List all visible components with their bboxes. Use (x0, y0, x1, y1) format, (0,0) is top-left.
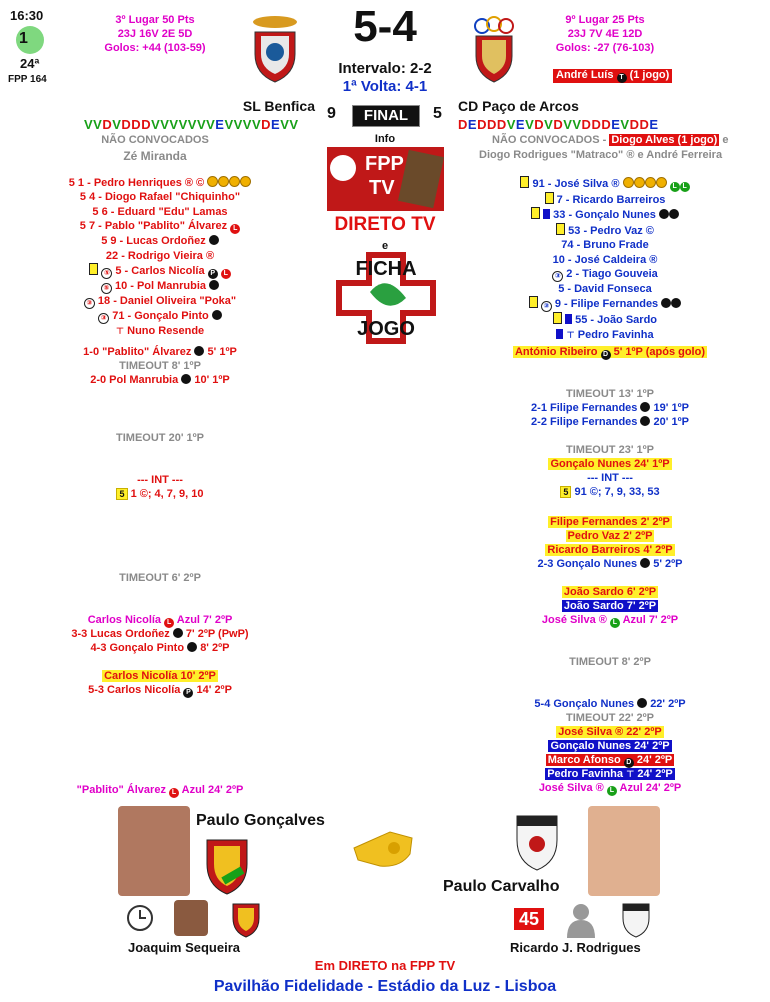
streak-result: E (467, 117, 478, 132)
home-event: 3-3 Lucas Ordoñez 7' 2ºP (PwP) (71, 628, 249, 640)
fpp-tv-link[interactable] (327, 147, 444, 211)
streak-result: D (553, 117, 564, 132)
streak-result: V (206, 117, 216, 132)
first-leg-score: 1ª Volta: 4-1 (342, 78, 428, 95)
streak-result: D (601, 117, 612, 132)
streak-result: V (280, 117, 290, 132)
list-item: 91 - José Silva ® L L (490, 176, 720, 192)
venue-footer: Pavilhão Fidelidade - Estádio da Luz - Lisboa (213, 978, 557, 995)
streak-result: V (544, 117, 554, 132)
halftime-score: Intervalo: 2-2 (338, 60, 432, 77)
list-item: 5 - David Fonseca (558, 283, 652, 296)
streak-result: D (477, 117, 487, 132)
away-suspended-note: (1 jogo) (629, 69, 670, 81)
away-streak (458, 117, 659, 132)
and-label: e (381, 240, 389, 252)
home-roster (40, 176, 280, 338)
list-item: 53 - Pedro Vaz © (490, 223, 720, 238)
streak-result: V (112, 117, 122, 132)
match-sheet-link[interactable] (336, 252, 436, 344)
list-item: 74 - Bruno Frade (561, 239, 649, 252)
rank: 24ª (20, 56, 40, 71)
clock-icon (126, 904, 154, 932)
away-not-called-rest: Diogo Rodrigues "Matraco" ® e André Ferreira (479, 149, 723, 161)
away-event: José Silva ® L Azul 24' 2ºP (538, 782, 682, 794)
list-item: 5 1 - Pedro Henriques ® © (40, 176, 280, 190)
home-goals: Golos: +44 (103-59) (104, 42, 206, 54)
match-sheet-line2: JOGO (357, 318, 415, 340)
streak-result: D (121, 117, 132, 132)
away-coach-name: Paulo Carvalho (443, 878, 560, 895)
home-event: 2-0 Pol Manrubia 10' 1ºP (90, 374, 230, 386)
streak-result: V (84, 117, 94, 132)
away-event: Pedro Vaz 2' 2ºP (567, 530, 653, 542)
list-item: ③ 9 - Filipe Fernandes (490, 296, 720, 312)
list-item: 5 7 - Pablo "Pablito" Álvarez L (40, 219, 280, 234)
home-event: "Pablito" Álvarez L Azul 24' 2ºP (76, 784, 244, 796)
home-record: 23J 16V 2E 5D (117, 28, 193, 40)
streak-result: V (572, 117, 582, 132)
streak-result: D (141, 117, 152, 132)
tv-image-icon (398, 150, 444, 208)
away-goals: Golos: -27 (76-103) (555, 42, 655, 54)
fpp-tv-logo-line1: FPP (365, 153, 404, 175)
shirt-number-badge: 45 (514, 908, 544, 930)
streak-result: E (515, 117, 526, 132)
streak-result: D (131, 117, 142, 132)
away-staff-crest-icon (620, 900, 652, 938)
home-event: TIMEOUT 6' 2ºP (119, 572, 201, 584)
away-event: Marco Afonso D 24' 2ºP (547, 754, 673, 766)
streak-result: D (629, 117, 640, 132)
away-event: Ricardo Barreiros 4' 2ºP (547, 544, 673, 556)
home-event: Carlos Nicolía 10' 2ºP (104, 670, 216, 682)
away-event: Gonçalo Nunes 24' 1ºP (550, 458, 670, 470)
streak-result: V (620, 117, 630, 132)
away-event: 2-3 Gonçalo Nunes 5' 2ºP (537, 558, 683, 570)
home-event: Carlos Nicolía L Azul 7' 2ºP (87, 614, 233, 626)
away-not-called (492, 134, 728, 146)
streak-result: V (178, 117, 188, 132)
away-assoc-crest-icon (512, 808, 562, 872)
fpp-tv-logo-icon (330, 155, 356, 181)
away-event: José Silva ® L Azul 7' 2ºP (541, 614, 679, 626)
away-event: 2-2 Filipe Fernandes 20' 1ºP (531, 416, 689, 428)
direct-tv-link[interactable]: DIRETO TV (334, 214, 436, 235)
away-event: Gonçalo Nunes 24' 2ºP (550, 740, 670, 752)
streak-result: D (639, 117, 650, 132)
list-item: 55 - João Sardo (490, 312, 720, 327)
home-team-name: SL Benfica (242, 98, 315, 114)
away-event: 5 91 ©; 7, 9, 33, 53 (490, 486, 730, 498)
list-item: 5 6 - Eduard "Edu" Lamas (92, 205, 228, 218)
live-footer: Em DIRETO na FPP TV (314, 958, 456, 973)
home-assistant-name: Joaquim Sequeira (128, 940, 240, 955)
home-event: 5-3 Carlos Nicolía P 14' 2ºP (88, 684, 232, 696)
whistle-icon (350, 828, 420, 870)
away-event: António Ribeiro D 5' 1ºP (após golo) (514, 346, 705, 358)
streak-result: V (506, 117, 516, 132)
home-coach-name: Paulo Gonçalves (196, 812, 325, 829)
final-badge (352, 105, 420, 127)
streak-result: V (525, 117, 535, 132)
home-coach-photo (118, 806, 190, 896)
list-item: ③ 18 - Daniel Oliveira "Poka" (40, 294, 280, 309)
home-crest-icon (245, 12, 305, 84)
list-item: 22 - Rodrigo Vieira ® (105, 249, 215, 262)
streak-result: V (289, 117, 299, 132)
streak-result: V (160, 117, 170, 132)
list-item: 7 - Ricardo Barreiros (490, 192, 720, 207)
away-players-count: 5 (433, 105, 442, 122)
round-number: 1 (19, 30, 28, 47)
home-standing: 3º Lugar 50 Pts (115, 14, 195, 26)
user-silhouette-icon (566, 902, 596, 938)
home-event: TIMEOUT 8' 1ºP (119, 360, 201, 372)
fpp-tv-logo-line2: TV (369, 177, 395, 199)
away-not-called-highlight: Diogo Alves (1 jogo) (611, 134, 718, 146)
away-event: TIMEOUT 8' 2ºP (569, 656, 651, 668)
away-event: João Sardo 7' 2ºP (563, 600, 657, 612)
list-item: ⊤ Nuno Resende (115, 325, 205, 338)
streak-result: D (102, 117, 113, 132)
home-event: --- INT --- (137, 474, 183, 486)
info-label: Info (374, 133, 396, 145)
streak-result: V (224, 117, 234, 132)
away-event: Filipe Fernandes 2' 2ºP (550, 516, 670, 528)
match-time: 16:30 (10, 8, 44, 23)
away-event: TIMEOUT 22' 2ºP (566, 712, 654, 724)
home-not-called-label: NÃO CONVOCADOS (101, 134, 209, 146)
streak-result: V (242, 117, 252, 132)
away-event: TIMEOUT 23' 1ºP (566, 444, 654, 456)
home-not-called: Zé Miranda (123, 149, 187, 163)
away-event: José Silva ® 22' 2ºP (558, 726, 662, 738)
streak-result: D (581, 117, 592, 132)
match-sheet-line1: FICHA (355, 258, 417, 280)
streak-result: D (486, 117, 497, 132)
assistant-crest-icon (230, 900, 262, 938)
streak-result: D (496, 117, 507, 132)
away-event: 2-1 Filipe Fernandes 19' 1ºP (531, 402, 689, 414)
streak-result: D (261, 117, 272, 132)
list-item: ③ 2 - Tiago Gouveia (490, 267, 720, 282)
streak-result: V (93, 117, 103, 132)
suspension-icon: T (617, 73, 627, 83)
home-event: TIMEOUT 20' 1ºP (116, 432, 204, 444)
away-event: João Sardo 6' 2ºP (563, 586, 657, 598)
away-event: 5-4 Gonçalo Nunes 22' 2ºP (534, 698, 686, 710)
streak-result: D (534, 117, 545, 132)
list-item: 5 9 - Lucas Ordoñez (40, 234, 280, 248)
assistant-photo (174, 900, 208, 936)
streak-result: V (196, 117, 207, 132)
home-event: 1-0 "Pablito" Álvarez 5' 1ºP (83, 346, 237, 358)
list-item: ⊤ Pedro Favinha (490, 328, 720, 342)
final-status: FINAL (363, 107, 409, 124)
away-event: --- INT --- (587, 472, 633, 484)
away-roster (490, 176, 720, 342)
list-item: 10 - José Caldeira ® (552, 253, 658, 266)
home-streak (84, 117, 299, 132)
streak-result: V (563, 117, 573, 132)
home-players-count: 9 (327, 105, 336, 122)
home-event: 5 1 ©; 4, 7, 9, 10 (40, 488, 280, 500)
streak-result: D (591, 117, 602, 132)
away-suspended (553, 69, 672, 83)
streak-result: E (215, 117, 225, 132)
away-event: Pedro Favinha ⊤ 24' 2ºP (547, 768, 673, 780)
streak-result: V (169, 117, 179, 132)
streak-result: E (271, 117, 281, 132)
away-record: 23J 7V 4E 12D (567, 28, 643, 40)
away-coach-photo (588, 806, 660, 896)
streak-result: V (151, 117, 161, 132)
away-assistant-name: Ricardo J. Rodrigues (510, 940, 641, 955)
streak-result: E (611, 117, 621, 132)
away-suspended-name: André Luís (556, 69, 614, 81)
away-crest-icon (468, 14, 520, 84)
streak-result: D (458, 117, 468, 132)
streak-result: E (649, 117, 659, 132)
away-not-called-and: e (722, 134, 729, 146)
home-event: 4-3 Gonçalo Pinto 8' 2ºP (90, 642, 230, 654)
list-item: ⑤ 10 - Pol Manrubia (40, 279, 280, 294)
away-event: TIMEOUT 13' 1ºP (566, 388, 654, 400)
streak-result: V (251, 117, 262, 132)
round-badge (16, 26, 44, 54)
streak-result: V (187, 117, 197, 132)
away-standing: 9º Lugar 25 Pts (565, 14, 645, 26)
score: 5-4 (353, 2, 417, 51)
home-assoc-crest-icon (202, 832, 252, 896)
rank-label: FPP 164 (8, 74, 47, 85)
list-item: 33 - Gonçalo Nunes (490, 207, 720, 222)
list-item: ⑤ 5 - Carlos Nicolía P L (40, 263, 280, 279)
list-item: 5 4 - Diogo Rafael "Chiquinho" (79, 191, 241, 204)
streak-result: V (233, 117, 243, 132)
away-not-called-label: NÃO CONVOCADOS - (492, 134, 607, 146)
away-team-name: CD Paço de Arcos (458, 98, 579, 114)
list-item: ③ 71 - Gonçalo Pinto (40, 309, 280, 324)
